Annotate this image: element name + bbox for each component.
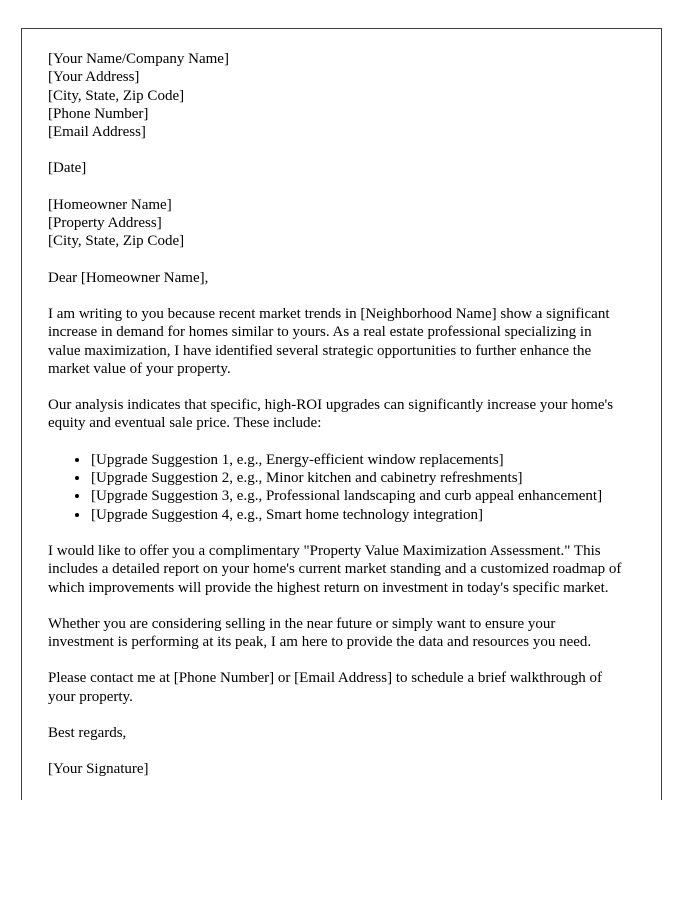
sender-email: [Email Address] bbox=[48, 124, 146, 141]
recipient-name: [Homeowner Name] bbox=[48, 196, 172, 213]
signature: [Your Signature] bbox=[48, 761, 149, 778]
upgrade-suggestion-4: • [Upgrade Suggestion 4, e.g., Smart home technology integration] bbox=[90, 506, 623, 524]
closing: Best regards, bbox=[48, 725, 127, 742]
upgrade-suggestion-2: • [Upgrade Suggestion 2, e.g., Minor kitchen and cabinetry refreshments] bbox=[90, 469, 623, 487]
upgrade-suggestion-3: • [Upgrade Suggestion 3, e.g., Professional landscaping and curb appeal enhancement] bbox=[90, 487, 623, 505]
sender-city-state-zip: [City, State, Zip Code] bbox=[48, 87, 185, 104]
recipient-property-address: [Property Address] bbox=[48, 215, 162, 232]
paragraph-analysis: Our analysis indicates that specific, high-ROI upgrades can significantly increase your home's equity and eventual sale price. These include: bbox=[48, 397, 614, 432]
recipient-city-state-zip: [City, State, Zip Code] bbox=[48, 233, 185, 250]
recipient-address-block bbox=[48, 196, 623, 251]
sender-phone: [Phone Number] bbox=[48, 105, 149, 122]
letter-document bbox=[21, 28, 662, 800]
paragraph-intro: I am writing to you because recent market trends in [Neighborhood Name] show a significant increase in demand for homes similar to yours. As a real estate professional specializing in value maximization, I have identified several strategic opportunities to further enhance the market value of your property. bbox=[48, 305, 610, 377]
upgrade-suggestion-1: • [Upgrade Suggestion 1, e.g., Energy-efficient window replacements] bbox=[90, 451, 623, 469]
sender-address-block bbox=[48, 50, 623, 141]
sender-name: [Your Name/Company Name] bbox=[48, 51, 229, 67]
upgrade-suggestions-list bbox=[48, 451, 623, 524]
paragraph-flexibility: Whether you are considering selling in the near future or simply want to ensure your investment is performing at its peak, I am here to provide the data and resources you need. bbox=[48, 615, 592, 651]
date-line: [Date] bbox=[48, 160, 87, 177]
paragraph-offer: I would like to offer you a complimentary "Property Value Maximization Assessment." This includes a detailed report on your home's current market standing and a customized roadmap of which improvements will provide the highest return on investment in today's specific market. bbox=[48, 542, 622, 596]
salutation: Dear [Homeowner Name], bbox=[48, 269, 209, 286]
sender-address: [Your Address] bbox=[48, 69, 140, 86]
paragraph-contact: Please contact me at [Phone Number] or [Email Address] to schedule a brief walkthrough of your property. bbox=[48, 670, 602, 705]
